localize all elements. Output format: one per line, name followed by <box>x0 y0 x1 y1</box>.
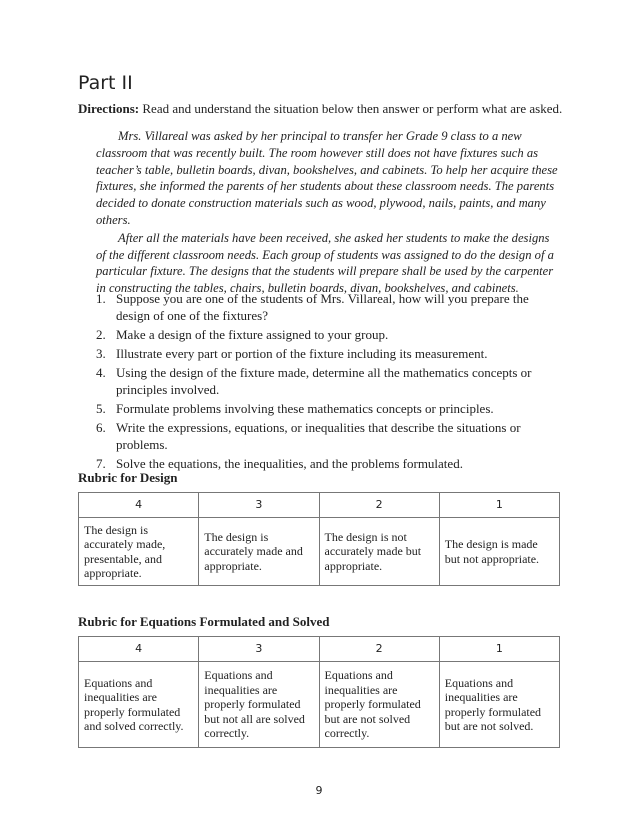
task-text: Using the design of the fixture made, determine all the mathematics concepts or principles involved. <box>116 365 532 397</box>
task-number: 3. <box>96 346 106 361</box>
table-header-row <box>79 493 560 518</box>
task-item <box>78 290 564 324</box>
task-text: Formulate problems involving these mathematics concepts or principles. <box>116 401 494 416</box>
task-item <box>78 345 564 362</box>
rubric-equations-table <box>78 636 560 748</box>
table-cell: Equations and inequalities are properly formulated but are not solved correctly. <box>319 662 439 748</box>
table-header-row <box>79 637 560 662</box>
table-cell: Equations and inequalities are properly formulated but are not solved. <box>439 662 559 748</box>
table-header-cell: 2 <box>319 637 439 662</box>
situation-text <box>96 128 562 298</box>
task-text: Illustrate every part or portion of the fixture including its measurement. <box>116 346 488 361</box>
table-header-cell: 1 <box>439 493 559 518</box>
task-number: 7. <box>96 456 106 471</box>
task-number: 5. <box>96 401 106 416</box>
table-header-cell: 1 <box>439 637 559 662</box>
table-header-cell: 2 <box>319 493 439 518</box>
table-cell: Equations and inequalities are properly formulated but not all are solved correctly. <box>199 662 319 748</box>
task-text: Suppose you are one of the students of Mrs. Villareal, how will you prepare the design of one of the fixtures? <box>116 291 529 323</box>
table-row <box>79 518 560 586</box>
directions <box>78 101 578 117</box>
table-cell: The design is accurately made and appropriate. <box>199 518 319 586</box>
task-text: Write the expressions, equations, or inequalities that describe the situations or problems. <box>116 420 521 452</box>
table-header-cell: 3 <box>199 493 319 518</box>
table-cell: Equations and inequalities are properly formulated and solved correctly. <box>79 662 199 748</box>
rubric-design-table <box>78 492 560 586</box>
task-item <box>78 400 564 417</box>
task-number: 4. <box>96 365 106 380</box>
page-number: 9 <box>315 784 323 797</box>
part-title: Part II <box>78 72 133 94</box>
rubric-equations-title: Rubric for Equations Formulated and Solved <box>78 614 330 629</box>
task-text: Make a design of the fixture assigned to your group. <box>116 327 389 342</box>
task-list <box>78 290 564 474</box>
table-header-cell: 3 <box>199 637 319 662</box>
task-number: 1. <box>96 291 106 306</box>
table-cell: The design is accurately made, presentable, and appropriate. <box>79 518 199 586</box>
directions-label: Directions: <box>78 101 140 116</box>
rubric-design-title: Rubric for Design <box>78 470 178 485</box>
task-text: Solve the equations, the inequalities, and the problems formulated. <box>116 456 463 471</box>
table-header-cell: 4 <box>79 493 199 518</box>
task-number: 6. <box>96 420 106 435</box>
situation-paragraph: Mrs. Villareal was asked by her principal to transfer her Grade 9 class to a new classroom that was recently built. The room however still does not have fixtures such as teacher’s table, bulletin boards, divan, bookshelves, and cabinets. To help her acquire these fixtures, she informed the parents of her students about these classroom needs. The parents decided to donate construction materials such as wood, plywood, nails, paints, and many others. <box>96 129 558 227</box>
table-cell: The design is made but not appropriate. <box>439 518 559 586</box>
task-item <box>78 364 564 398</box>
table-row <box>79 662 560 748</box>
task-item <box>78 419 564 453</box>
task-number: 2. <box>96 327 106 342</box>
task-item <box>78 326 564 343</box>
table-header-cell: 4 <box>79 637 199 662</box>
directions-text: Read and understand the situation below then answer or perform what are asked. <box>142 101 563 116</box>
table-cell: The design is not accurately made but appropriate. <box>319 518 439 586</box>
situation-paragraph: After all the materials have been received, she asked her students to make the designs of the different classroom needs. Each group of students was assigned to do the design of a particular fixture. The designs that the students will prepare shall be used by the carpenter in constructing the tables, chairs, bulletin boards, divan, bookshelves, and cabinets. <box>96 230 554 296</box>
